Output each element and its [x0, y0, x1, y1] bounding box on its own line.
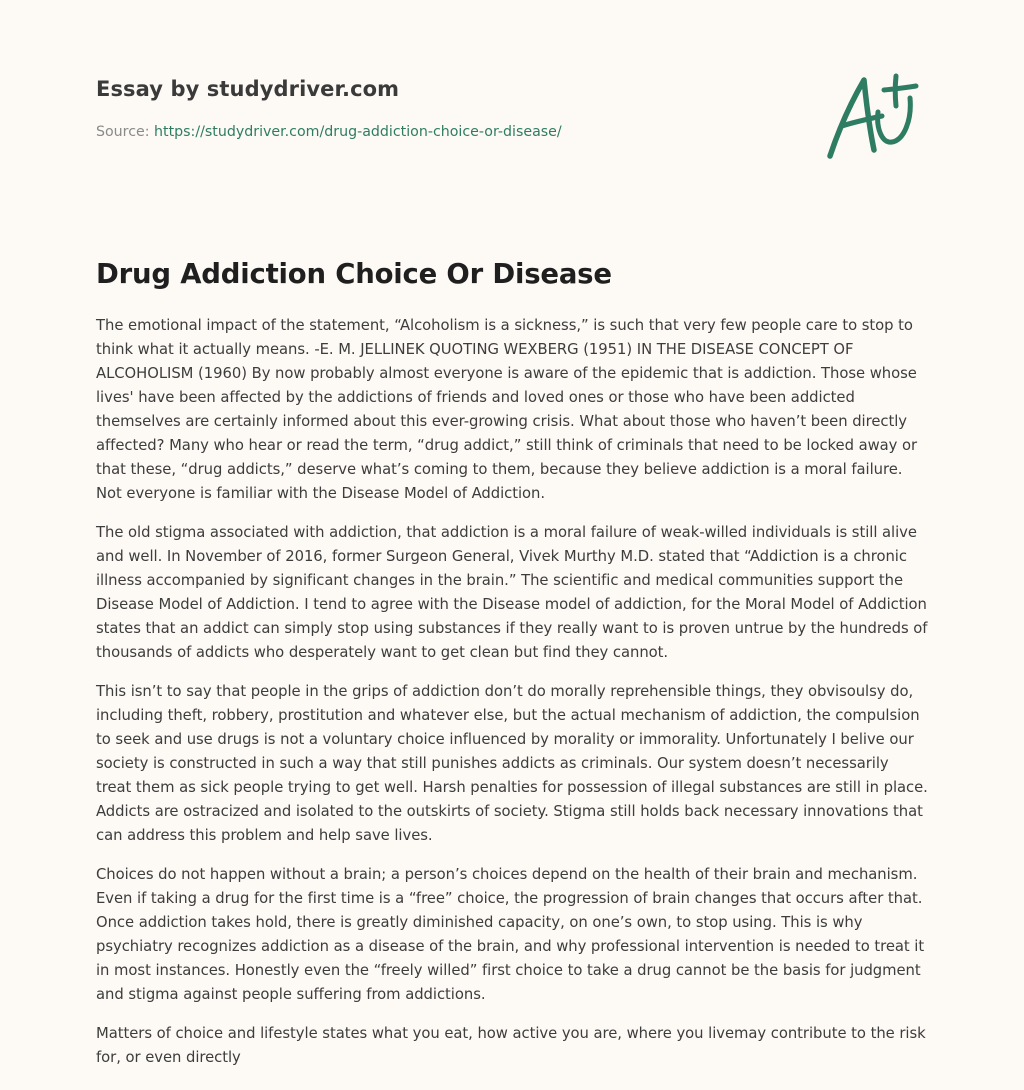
a-plus-logo-icon: [824, 70, 924, 162]
essay-paragraph: The old stigma associated with addiction, that addiction is a moral failure of weak-willed individuals is still alive and well. In November of 2016, former Surgeon General, Vivek Murthy M.D. stated that “Addiction is a chronic illness accompanied by significant changes in the brain.” The scientific and medical communities support the Disease Model of Addiction. I tend to agree with the Disease model of addiction, for the Moral Model of Addiction states that an addict can simply stop using substances if they really want to is proven untrue by the hundreds of thousands of addicts who desperately want to get clean but find they cannot.: [96, 524, 928, 661]
source-line: [96, 122, 928, 142]
page-title: Drug Addiction Choice Or Disease: [96, 258, 612, 290]
essay-paragraph: This isn’t to say that people in the grips of addiction don’t do morally reprehensible things, they obvisoulsy do, including theft, robbery, prostitution and whatever else, but the actual mechanism of addiction, the compulsion to seek and use drugs is not a voluntary choice influenced by morality or immorality. Unfortunately I belive our society is constructed in such a way that still punishes addicts as criminals. Our system doesn’t necessarily treat them as sick people trying to get well. Harsh penalties for possession of illegal substances are still in place. Addicts are ostracized and isolated to the outskirts of society. Stigma still holds back necessary innovations that can address this problem and help save lives.: [96, 683, 928, 844]
source-link[interactable]: https://studydriver.com/drug-addiction-choice-or-disease/: [154, 124, 562, 140]
essay-paragraph: Matters of choice and lifestyle states what you eat, how active you are, where you livemay contribute to the risk for, or even directly: [96, 1025, 926, 1066]
essay-paragraph: The emotional impact of the statement, “Alcoholism is a sickness,” is such that very few people care to stop to think what it actually means. -E. M. JELLINEK QUOTING WEXBERG (1951) IN THE DISEASE CONCEPT OF ALCOHOLISM (1960) By now probably almost everyone is aware of the epidemic that is addiction. Those whose lives' have been affected by the addictions of friends and loved ones or those who have been addicted themselves are certainly informed about this ever-growing crisis. What about those who haven’t been directly affected? Many who hear or read the term, “drug addict,” still think of criminals that need to be locked away or that these, “drug addicts,” deserve what’s coming to them, because they believe addiction is a moral failure. Not everyone is familiar with the Disease Model of Addiction.: [96, 317, 918, 502]
source-label: Source:: [96, 124, 155, 140]
essay-paragraph: Choices do not happen without a brain; a person’s choices depend on the health of their brain and mechanism. Even if taking a drug for the first time is a “free” choice, the progression of brain changes that occurs after that. Once addiction takes hold, there is greatly diminished capacity, on one’s own, to stop using. This is why psychiatry recognizes addiction as a disease of the brain, and why professional intervention is needed to treat it in most instances. Honestly even the “freely willed” first choice to take a drug cannot be the basis for judgment and stigma against people suffering from addictions.: [96, 866, 925, 1003]
site-brand: Essay by studydriver.com: [96, 77, 400, 101]
essay-body: [96, 314, 928, 1085]
page-header: [96, 74, 928, 194]
